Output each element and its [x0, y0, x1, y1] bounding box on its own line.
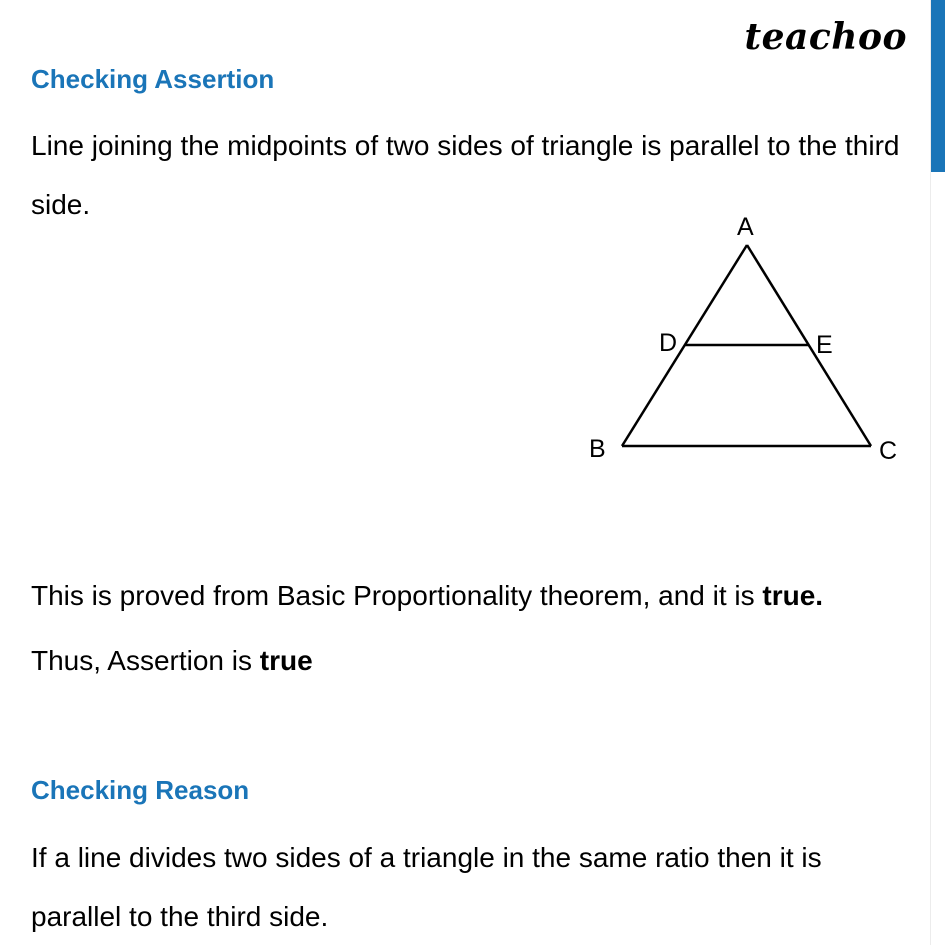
triangle-svg	[570, 205, 910, 475]
point-label-e: E	[816, 331, 833, 359]
conclusion-text: Thus, Assertion is	[31, 645, 260, 676]
reason-heading: Checking Reason	[31, 775, 250, 805]
proof-line	[31, 566, 823, 625]
proof-bold: true.	[762, 580, 824, 611]
reason-statement: If a line divides two sides of a triangle in the same ratio then it is parallel to the third side.	[31, 842, 822, 932]
vertex-label-c: C	[879, 437, 898, 465]
scrollbar-thumb[interactable]	[931, 0, 945, 172]
assertion-heading: Checking Assertion	[31, 64, 275, 94]
assertion-statement: Line joining the midpoints of two sides of triangle is parallel to the third side.	[31, 130, 900, 220]
conclusion-line	[31, 631, 313, 690]
teachoo-logo: teachoo	[744, 16, 907, 58]
conclusion-bold: true	[259, 645, 313, 676]
point-label-d: D	[659, 329, 678, 357]
triangle-diagram	[570, 205, 910, 475]
vertex-label-b: B	[589, 435, 606, 463]
proof-text: This is proved from Basic Proportionality theorem, and it is	[31, 580, 763, 611]
vertex-label-a: A	[737, 213, 754, 241]
